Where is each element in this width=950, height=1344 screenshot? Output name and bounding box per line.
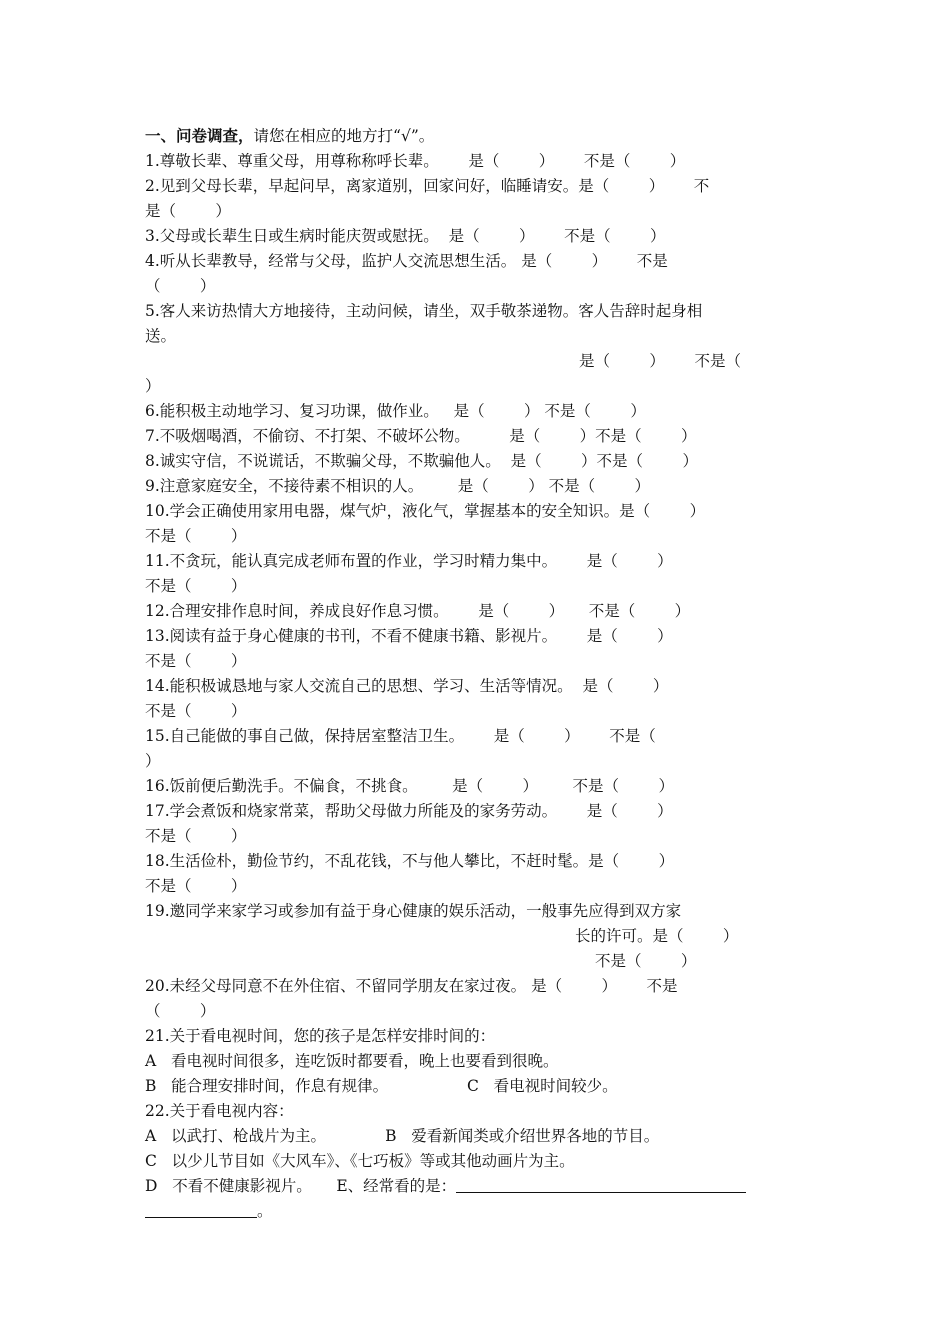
question-line: 22.关于看电视内容： <box>145 1102 294 1120</box>
question-line: 12.合理安排作息时间，养成良好作息习惯。 是（ ） 不是（ ） <box>145 602 691 620</box>
section-heading <box>145 124 434 149</box>
question-line: 18.生活俭朴，勤俭节约，不乱花钱，不与他人攀比，不赶时髦。是（ ） <box>145 852 675 870</box>
question-line: 不是（ ） <box>145 877 247 895</box>
question-line: 是（ ） <box>145 202 231 220</box>
question-line: 14.能积极诚恳地与家人交流自己的思想、学习、生活等情况。 是（ ） <box>145 677 669 695</box>
question-line: 20.未经父母同意不在外住宿、不留同学朋友在家过夜。 是（ ） 不是 <box>145 977 678 995</box>
question-line: 不是（ ） <box>145 652 247 670</box>
question-line: 长的许可。是（ ） <box>575 927 739 945</box>
closing-period: 。 <box>257 1202 273 1220</box>
question-line: 4.听从长辈教导，经常与父母，监护人交流思想生活。 是（ ） 不是 <box>145 252 668 270</box>
answer-continuation-line <box>145 1199 273 1224</box>
question-line: 19.邀同学来家学习或参加有益于身心健康的娱乐活动，一般事先应得到双方家 <box>145 902 682 920</box>
answer-blank-continued[interactable] <box>145 1201 257 1218</box>
question-line: 8.诚实守信，不说谎话，不欺骗父母，不欺骗他人。 是（ ）不是（ ） <box>145 452 698 470</box>
question-line: 16.饭前便后勤洗手。不偏食，不挑食。 是（ ） 不是（ ） <box>145 777 674 795</box>
question-line: 9.注意家庭安全，不接待素不相识的人。 是（ ） 不是（ ） <box>145 477 651 495</box>
question-line: B 能合理安排时间，作息有规律。 C 看电视时间较少。 <box>145 1077 618 1095</box>
question-line: （ ） <box>145 1002 216 1020</box>
question-line: C 以少儿节目如《大风车》、《七巧板》等或其他动画片为主。 <box>145 1152 575 1170</box>
question-line: ） <box>145 377 161 395</box>
question-line: 2.见到父母长辈，早起问早，离家道别，回家问好，临睡请安。是（ ） 不 <box>145 177 710 195</box>
question-line: 21.关于看电视时间，您的孩子是怎样安排时间的： <box>145 1027 496 1045</box>
question-line: A 以武打、枪战片为主。 B 爱看新闻类或介绍世界各地的节目。 <box>145 1127 660 1145</box>
question-line: 不是（ ） <box>145 527 247 545</box>
option-d-line <box>145 1174 746 1199</box>
question-line: ） <box>145 752 161 770</box>
question-line: 15.自己能做的事自己做，保持居室整洁卫生。 是（ ） 不是（ <box>145 727 656 745</box>
section-heading-bold: 一、问卷调查， <box>145 127 254 145</box>
question-line: （ ） <box>145 277 216 295</box>
question-line: 5.客人来访热情大方地接待，主动问候，请坐，双手敬茶递物。客人告辞时起身相 <box>145 302 703 320</box>
question-line: 13.阅读有益于身心健康的书刊，不看不健康书籍、影视片。 是（ ） <box>145 627 673 645</box>
question-line: 1.尊敬长辈、尊重父母，用尊称称呼长辈。 是（ ） 不是（ ） <box>145 152 686 170</box>
answer-blank[interactable] <box>456 1176 746 1193</box>
question-line: 11.不贪玩，能认真完成老师布置的作业，学习时精力集中。 是（ ） <box>145 552 673 570</box>
option-d-text: D 不看不健康影视片。 E、经常看的是： <box>145 1177 457 1195</box>
question-line: 6.能积极主动地学习、复习功课，做作业。 是（ ） 不是（ ） <box>145 402 646 420</box>
question-line: 17.学会煮饭和烧家常菜，帮助父母做力所能及的家务劳动。 是（ ） <box>145 802 673 820</box>
question-line: 不是（ ） <box>145 702 247 720</box>
question-line: A 看电视时间很多，连吃饭时都要看，晚上也要看到很晚。 <box>145 1052 559 1070</box>
question-line: 不是（ ） <box>145 577 247 595</box>
question-line: 不是（ ） <box>595 952 697 970</box>
section-heading-rest: 请您在相应的地方打“√”。 <box>253 127 435 145</box>
question-line: 3.父母或长辈生日或生病时能庆贺或慰抚。 是（ ） 不是（ ） <box>145 227 666 245</box>
question-line: 10.学会正确使用家用电器，煤气炉，液化气，掌握基本的安全知识。是（ ） <box>145 502 706 520</box>
question-line: 送。 <box>145 327 177 345</box>
question-line: 7.不吸烟喝酒，不偷窃、不打架、不破坏公物。 是（ ）不是（ ） <box>145 427 697 445</box>
question-line: 是（ ） 不是（ <box>579 352 741 370</box>
question-line: 不是（ ） <box>145 827 247 845</box>
